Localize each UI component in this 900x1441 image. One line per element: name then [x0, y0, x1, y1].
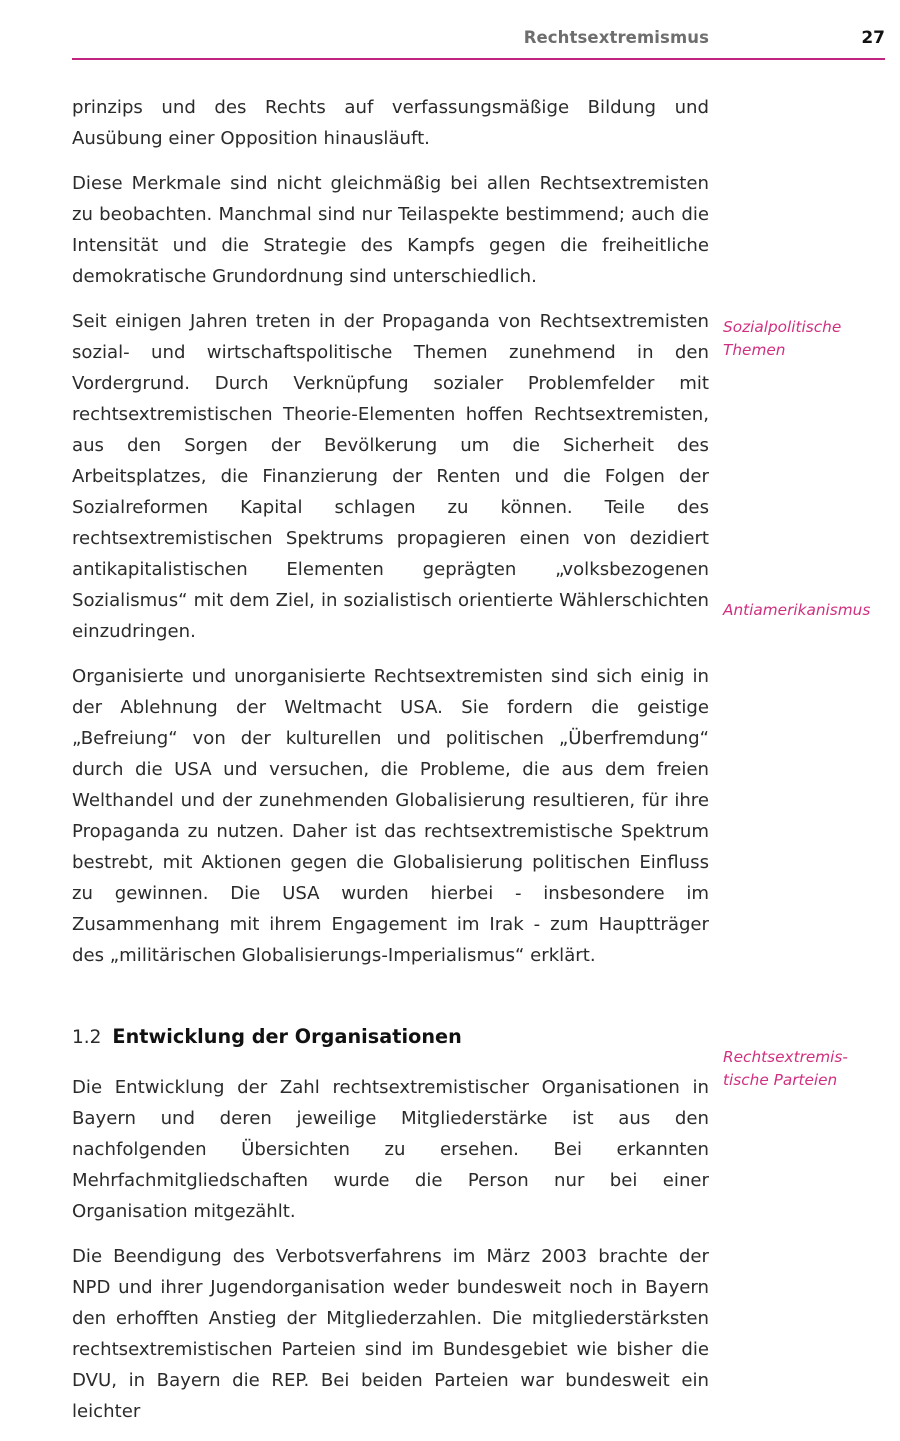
section-number: 1.2 — [72, 1027, 102, 1048]
paragraph-4: Organisierte und unorganisierte Rechtsextremisten sind sich einig in der Ablehnung der Weltmacht USA. Sie fordern die geistige „Befreiung“ von der kulturellen und politischen „Überfremdung“ durch die USA und versuchen, die Probleme, die aus dem freien Welthandel und der zunehmenden Globalisierung resultieren, für ihre Propaganda zu nutzen. Daher ist das rechtsextremistische Spektrum bestrebt, mit Aktionen gegen die Globalisierung politischen Einfluss zu gewinnen. Die USA wurden hierbei - insbesondere im Zusammenhang mit ihrem Engagement im Irak - zum Hauptträger des „militärischen Globalisierungs-Imperialismus“ erklärt. — [72, 666, 709, 966]
margin-note-rechtsextremistische-parteien: Rechtsextremis- tische Parteien — [723, 1048, 848, 1089]
paragraph-5: Die Entwicklung der Zahl rechtsextremistischer Organisationen in Bayern und deren jeweilige Mitgliederstärke ist aus den nachfolgenden Übersichten zu ersehen. Bei erkannten Mehrfachmitgliedschaften wurde die Person nur bei einer Organisation mitgezählt. — [72, 1077, 709, 1222]
paragraph-2: Diese Merkmale sind nicht gleichmäßig bei allen Rechtsextremisten zu beobachten. Manchmal sind nur Teilaspekte bestimmend; auch die Intensität und die Strategie des Kampfs gegen die freiheitliche demokratische Grundordnung sind unterschiedlich. — [72, 173, 709, 287]
running-head-title: Rechtsextremismus — [523, 28, 709, 47]
heading-spacer-above — [72, 985, 709, 1021]
margin-note-antiamerikanismus: Antiamerikanismus — [723, 601, 871, 619]
section-heading — [72, 1021, 709, 1053]
margin-note-sozialpolitische-themen: Sozialpolitische Themen — [723, 318, 842, 359]
paragraph-3: Seit einigen Jahren treten in der Propaganda von Rechtsextremisten sozial- und wirtschaftspolitische Themen zunehmend in den Vordergrund. Durch Verknüpfung sozialer Problemfelder mit rechtsextremistischen Theorie-Elementen hoffen Rechtsextremisten, aus den Sorgen der Bevölkerung um die Sicherheit des Arbeitsplatzes, die Finanzierung der Renten und die Folgen der Sozialreformen Kapital schlagen zu können. Teile des rechtsextremistischen Spektrums propagieren einen von dezidiert antikapitalistischen Elementen geprägten „volksbezogenen Sozialismus“ mit dem Ziel, in sozialistisch orientierte Wählerschichten einzudringen. — [72, 311, 709, 642]
heading-spacer-below — [72, 1053, 709, 1072]
header-rule — [72, 58, 885, 60]
body-text-column — [72, 92, 709, 1441]
paragraph-1: prinzips und des Rechts auf verfassungsmäßige Bildung und Ausübung einer Opposition hinausläuft. — [72, 97, 709, 149]
paragraph-6: Die Beendigung des Verbotsverfahrens im März 2003 brachte der NPD und ihrer Jugendorganisation weder bundesweit noch in Bayern den erhofften Anstieg der Mitgliederzahlen. Die mitgliederstärksten rechtsextremistischen Parteien sind im Bundesgebiet wie bisher die DVU, in Bayern die REP. Bei beiden Parteien war bundesweit ein leichter — [72, 1246, 709, 1422]
section-title: Entwicklung der Organisationen — [112, 1025, 462, 1048]
running-head — [72, 28, 885, 56]
page-number: 27 — [861, 28, 885, 48]
